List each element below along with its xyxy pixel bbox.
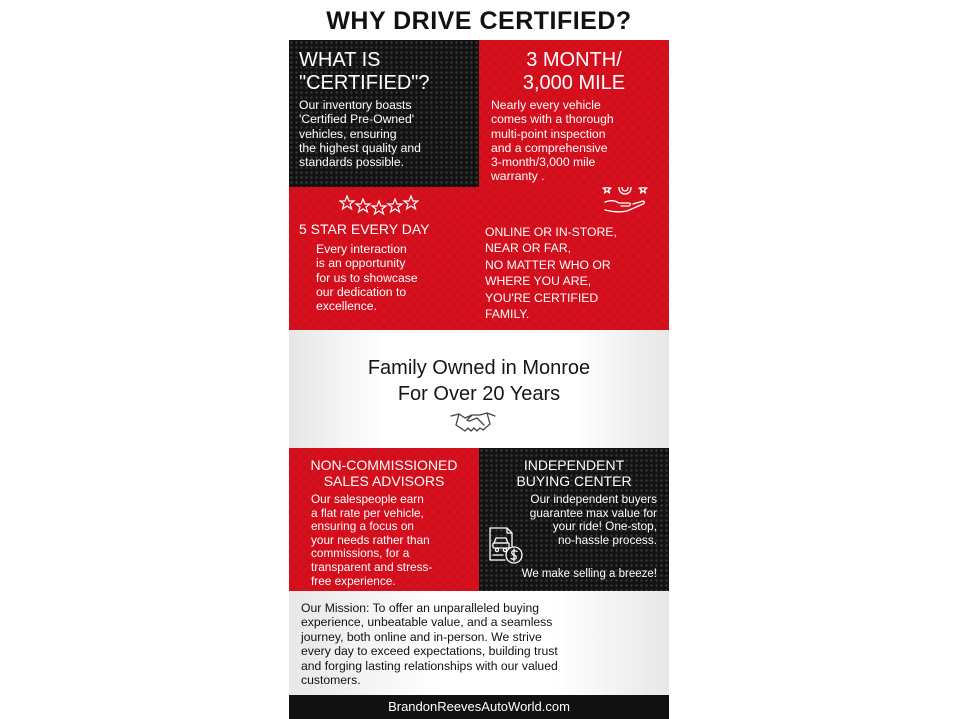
buying-body-line: no-hassle process. — [557, 532, 657, 547]
mission-line: experience, unbeatable value, and a seamless — [301, 615, 553, 630]
car-document-dollar-icon — [487, 526, 525, 564]
warranty-body-line: and a comprehensive — [491, 140, 608, 155]
sales-body-line: your needs rather than — [311, 532, 430, 547]
mission-text — [301, 601, 558, 687]
certified-body-line: Our inventory boasts — [299, 98, 412, 112]
warranty-body — [491, 98, 614, 184]
family-owned-line1: Family Owned in Monroe — [367, 357, 591, 379]
certified-heading-line2: "CERTIFIED"? — [299, 72, 430, 94]
online-body-line: FAMILY. — [485, 307, 530, 322]
buying-heading-line1: INDEPENDENT — [523, 457, 625, 473]
mission-line: journey, both online and in-person. We strive — [301, 629, 542, 644]
five-star-body-line: Every interaction — [316, 242, 407, 256]
buying-tagline: We make selling a breeze! — [521, 568, 657, 580]
sales-heading-line1: NON-COMMISSIONED — [310, 457, 458, 473]
five-star-heading: 5 STAR EVERY DAY — [299, 221, 430, 237]
five-star-body-line: for us to showcase — [316, 270, 418, 285]
sales-advisors-heading — [289, 457, 479, 489]
title-bar — [289, 0, 669, 40]
warranty-body-line: Nearly every vehicle — [491, 98, 601, 112]
certified-body-line: standards possible. — [299, 155, 405, 170]
sales-advisors-body — [311, 493, 432, 588]
mission-section — [289, 591, 669, 695]
certified-heading-line1: WHAT IS — [299, 49, 381, 71]
certified-panel — [289, 40, 479, 187]
sales-body-line: a flat rate per vehicle, — [311, 505, 424, 520]
sales-advisors-panel — [289, 448, 479, 591]
warranty-body-line: comes with a thorough — [491, 112, 614, 127]
buying-body-line: your ride! One-stop, — [552, 519, 657, 534]
warranty-body-line: multi-point inspection — [491, 126, 606, 141]
sales-body-line: transparent and stress- — [311, 559, 433, 574]
five-star-body-line: excellence. — [316, 299, 377, 314]
online-body — [485, 224, 617, 322]
mission-line: every day to exceed expectations, building trust — [301, 644, 558, 659]
certified-body-line: the highest quality and — [299, 140, 421, 155]
online-body-line: ONLINE OR IN-STORE, — [485, 225, 617, 239]
infographic — [289, 0, 669, 719]
mission-line: customers. — [301, 673, 361, 688]
website-link[interactable]: BrandonReevesAutoWorld.com — [388, 699, 570, 714]
hand-award-stars-icon — [597, 187, 653, 215]
sales-body-line: commissions, for a — [311, 546, 410, 561]
certified-body-line: vehicles, ensuring — [299, 126, 397, 141]
warranty-body-line: warranty . — [491, 169, 545, 184]
sales-body-line: Our salespeople earn — [311, 492, 424, 506]
five-star-panel — [289, 187, 479, 330]
buying-center-heading — [479, 457, 669, 489]
online-body-line: WHERE YOU ARE, — [485, 274, 592, 289]
family-owned-section — [289, 330, 669, 448]
family-owned-line2: For Over 20 Years — [397, 383, 561, 405]
online-body-line: YOU'RE CERTIFIED — [485, 290, 599, 305]
five-star-body-line: our dedication to — [316, 284, 407, 299]
warranty-panel — [479, 40, 669, 187]
warranty-body-line: 3-month/3,000 mile — [491, 155, 596, 170]
warranty-heading — [479, 49, 669, 95]
warranty-heading-line1: 3 MONTH/ — [526, 49, 622, 71]
handshake-icon — [450, 410, 496, 434]
five-star-body-line: is an opportunity — [316, 256, 406, 271]
buying-body-line: Our independent buyers — [530, 492, 657, 506]
certified-body-line: 'Certified Pre-Owned' — [299, 112, 415, 127]
online-body-line: NEAR OR FAR, — [485, 241, 572, 256]
five-star-body — [316, 242, 418, 313]
warranty-heading-line2: 3,000 MILE — [522, 72, 626, 94]
buying-body-line: guarantee max value for — [529, 505, 657, 520]
sales-body-line: ensuring a focus on — [311, 519, 414, 534]
website-footer[interactable] — [289, 695, 669, 719]
online-body-line: NO MATTER WHO OR — [485, 257, 611, 272]
certified-heading — [299, 49, 430, 95]
buying-heading-line2: BUYING CENTER — [516, 473, 632, 489]
mission-line: Our Mission: To offer an unparalleled buying — [301, 601, 540, 615]
sales-heading-line2: SALES ADVISORS — [323, 473, 445, 489]
page-title: WHY DRIVE CERTIFIED? — [326, 7, 632, 35]
buying-center-panel — [479, 448, 669, 591]
sales-body-line: free experience. — [311, 573, 396, 588]
five-stars-icon — [339, 193, 419, 217]
mission-line: and forging lasting relationships with our valued — [301, 658, 558, 673]
online-panel — [479, 187, 669, 330]
certified-body — [299, 98, 421, 169]
